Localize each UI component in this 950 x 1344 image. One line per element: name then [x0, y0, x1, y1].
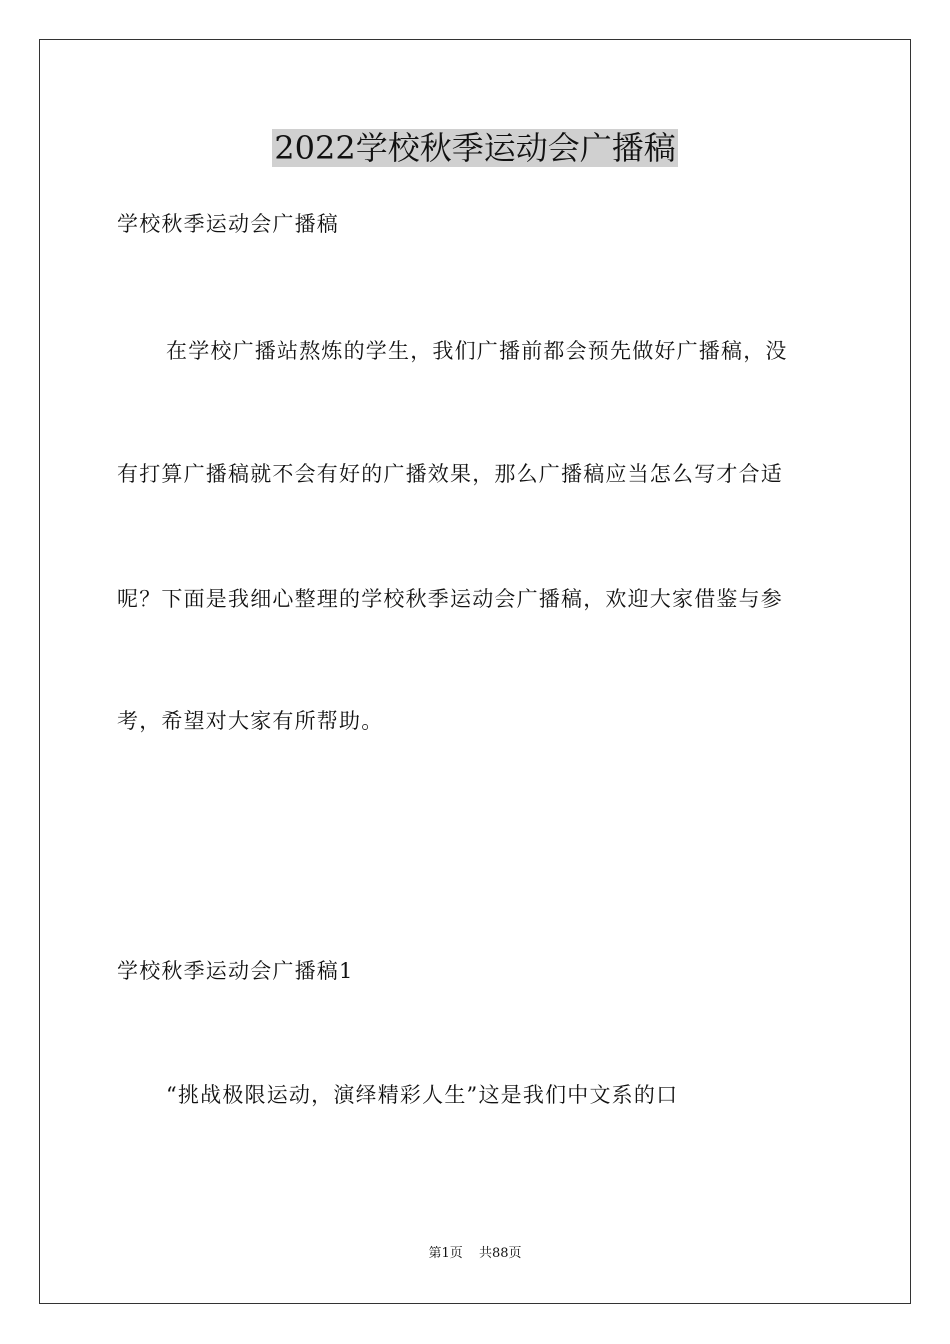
- page-number: 第1页: [428, 1246, 463, 1261]
- document-title-text: 2022学校秋季运动会广播稿: [274, 129, 676, 167]
- paragraph-line: 考，希望对大家有所帮助。: [117, 709, 384, 733]
- page-footer: [0, 1245, 950, 1263]
- document-title: [0, 126, 950, 170]
- page-total: 共88页: [478, 1246, 522, 1261]
- paragraph-line: 在学校广播站熬炼的学生，我们广播前都会预先做好广播稿，没: [166, 339, 788, 363]
- paragraph-line: 呢？下面是我细心整理的学校秋季运动会广播稿，欢迎大家借鉴与参: [117, 587, 783, 611]
- subtitle-line: 学校秋季运动会广播稿: [117, 212, 339, 236]
- paragraph-line: 有打算广播稿就不会有好的广播效果，那么广播稿应当怎么写才合适: [117, 462, 783, 486]
- section-heading: 学校秋季运动会广播稿1: [117, 959, 354, 983]
- paragraph-line: “挑战极限运动，演绎精彩人生”这是我们中文系的口: [166, 1083, 679, 1107]
